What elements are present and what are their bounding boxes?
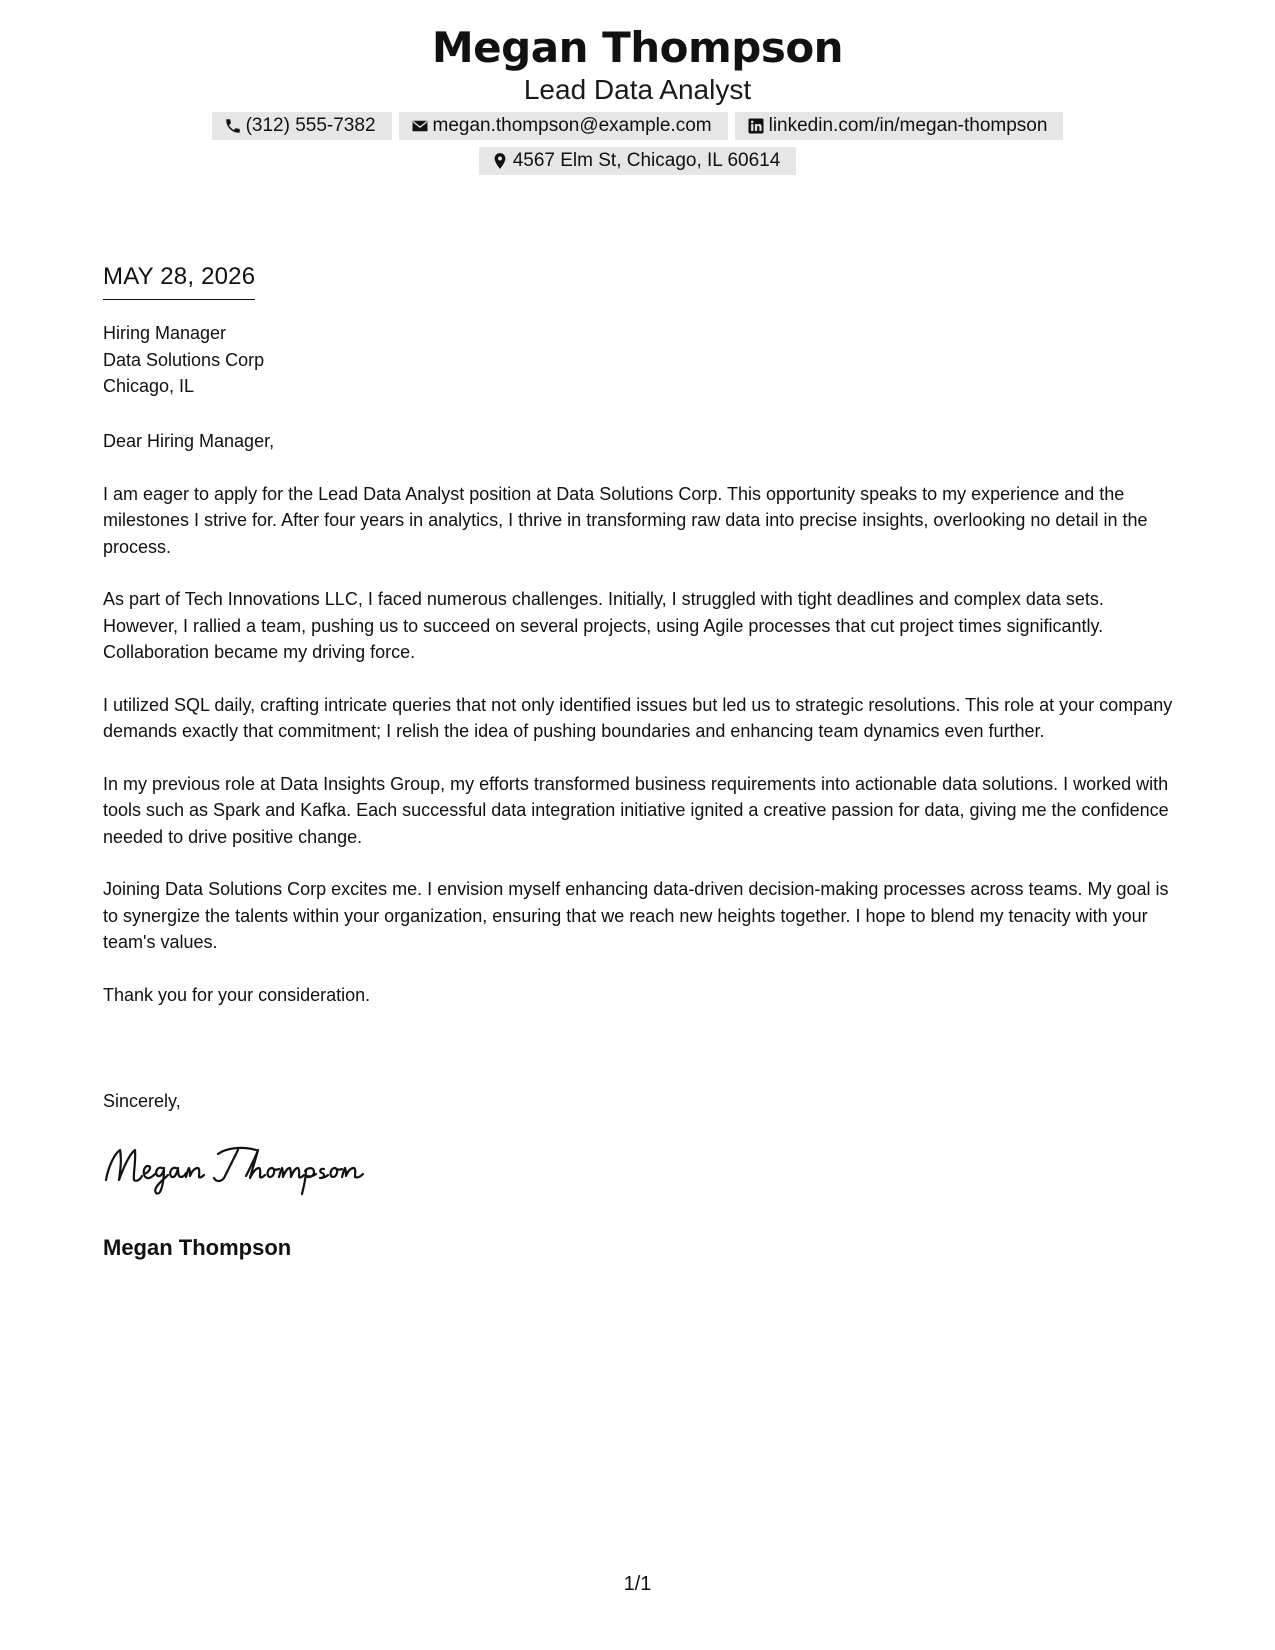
linkedin-url: linkedin.com/in/megan-thompson (768, 115, 1048, 136)
map-pin-icon (491, 152, 509, 170)
recipient-location: Chicago, IL (103, 376, 195, 396)
contact-row-primary (0, 112, 1275, 140)
email-chip[interactable] (399, 112, 728, 140)
signer-name: Megan Thompson (103, 1235, 292, 1260)
letter-header (0, 22, 1275, 175)
body-paragraph: I utilized SQL daily, crafting intricate queries that not only identified issues but led us to strategic resolutions. This role at your company demands exactly that commitment; I relish the idea of pushing boundaries and enhancing team dynamics even further. (103, 694, 1173, 741)
phone-number: (312) 555-7382 (245, 115, 376, 136)
body-paragraph: Joining Data Solutions Corp excites me. I envision myself enhancing data-driven decision-making processes across teams. My goal is to synergize the talents within your organization, ensuring that we reach new heights together. I hope to blend my tenacity with your team's values. (103, 879, 1169, 952)
contact-row-secondary (0, 147, 1275, 175)
linkedin-icon (747, 117, 765, 135)
address-chip (479, 147, 797, 175)
closing-line: Sincerely, (103, 1091, 181, 1111)
applicant-role: Lead Data Analyst (523, 74, 752, 105)
envelope-icon (411, 117, 429, 135)
phone-chip[interactable] (212, 112, 392, 140)
thank-you-line: Thank you for your consideration. (103, 984, 371, 1005)
body-paragraph: In my previous role at Data Insights Group, my efforts transformed business requirements into actionable data solutions. I worked with tools such as Spark and Kafka. Each successful data integration initiative ignited a creative passion for data, giving me the confidence needed to drive positive change. (103, 773, 1169, 847)
letter-date-block (103, 263, 255, 300)
recipient-block (103, 320, 264, 400)
email-address: megan.thompson@example.com (432, 115, 712, 136)
body-paragraph: As part of Tech Innovations LLC, I faced numerous challenges. Initially, I struggled with tight deadlines and complex data sets. However, I rallied a team, pushing us to succeed on several projects, using Agile processes that cut project times significantly. Collaboration became my driving force. (103, 589, 1104, 662)
phone-icon (224, 117, 242, 135)
salutation: Dear Hiring Manager, (103, 431, 275, 451)
recipient-company: Data Solutions Corp (103, 349, 265, 370)
linkedin-chip[interactable] (735, 112, 1064, 140)
handwritten-signature (100, 1140, 370, 1200)
recipient-title: Hiring Manager (103, 323, 227, 343)
page-number: 1/1 (623, 1573, 652, 1595)
letter-date: MAY 28, 2026 (103, 263, 255, 300)
street-address: 4567 Elm St, Chicago, IL 60614 (512, 150, 781, 171)
applicant-name: Megan Thompson (431, 23, 844, 72)
body-paragraph: I am eager to apply for the Lead Data Analyst position at Data Solutions Corp. This opportunity speaks to my experience and the milestones I strive for. After four years in analytics, I thrive in transforming raw data into precise insights, overlooking no detail in the process. (103, 483, 1148, 557)
letter-body (103, 428, 1178, 1034)
